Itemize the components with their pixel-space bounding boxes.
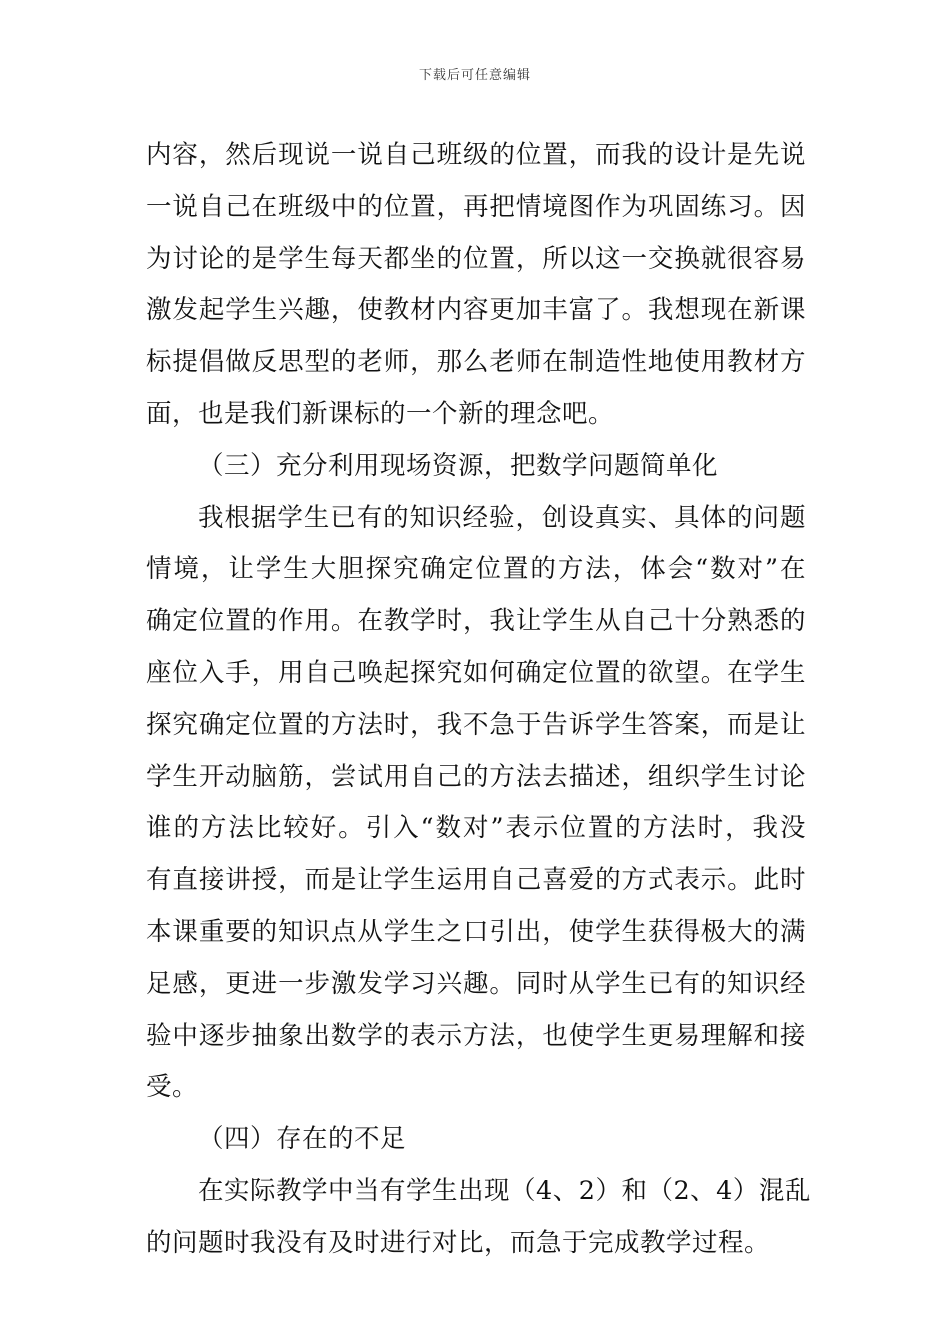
text-line: 为讨论的是学生每天都坐的位置，所以这一交换就很容易 — [146, 243, 806, 274]
text-line: 激发起学生兴趣，使教材内容更加丰富了。我想现在新课 — [146, 295, 806, 326]
text-line: 情境，让学生大胆探究确定位置的方法，体会“数对”在 — [146, 554, 806, 585]
text-line: 本课重要的知识点从学生之口引出，使学生获得极大的满 — [146, 916, 806, 947]
text-line: 学生开动脑筋，尝试用自己的方法去描述，组织学生讨论 — [146, 761, 806, 792]
text-line: 确定位置的作用。在教学时，我让学生从自己十分熟悉的 — [146, 606, 806, 637]
text-line: 足感，更进一步激发学习兴趣。同时从学生已有的知识经 — [146, 968, 806, 999]
text-line: 验中逐步抽象出数学的表示方法，也使学生更易理解和接 — [146, 1020, 806, 1051]
text-line: 座位入手，用自己唤起探究如何确定位置的欲望。在学生 — [146, 657, 806, 688]
text-line: 一说自己在班级中的位置，再把情境图作为巩固练习。因 — [146, 191, 806, 222]
text-line: 在实际教学中当有学生出现（4、2）和（2、4）混乱 — [198, 1175, 811, 1206]
section-heading: （三）充分利用现场资源，把数学问题简单化 — [198, 450, 719, 481]
text-line: 谁的方法比较好。引入“数对”表示位置的方法时，我没 — [146, 813, 806, 844]
text-line: 面，也是我们新课标的一个新的理念吧。 — [146, 398, 615, 429]
text-line: 内容，然后现说一说自己班级的位置，而我的设计是先说 — [146, 140, 806, 170]
page-header: 下载后可任意编辑 — [418, 68, 531, 83]
text-line: 有直接讲授，而是让学生运用自己喜爱的方式表示。此时 — [146, 865, 806, 896]
section-heading: （四）存在的不足 — [198, 1124, 407, 1155]
text-line: 标提倡做反思型的老师，那么老师在制造性地使用教材方 — [146, 347, 806, 378]
document-body — [146, 130, 811, 1270]
text-line: 的问题时我没有及时进行对比，而急于完成教学过程。 — [146, 1227, 771, 1258]
text-line: 探究确定位置的方法时，我不急于告诉学生答案，而是让 — [146, 709, 806, 740]
text-line: 受。 — [146, 1072, 199, 1103]
text-line: 我根据学生已有的知识经验，创设真实、具体的问题 — [198, 502, 806, 533]
